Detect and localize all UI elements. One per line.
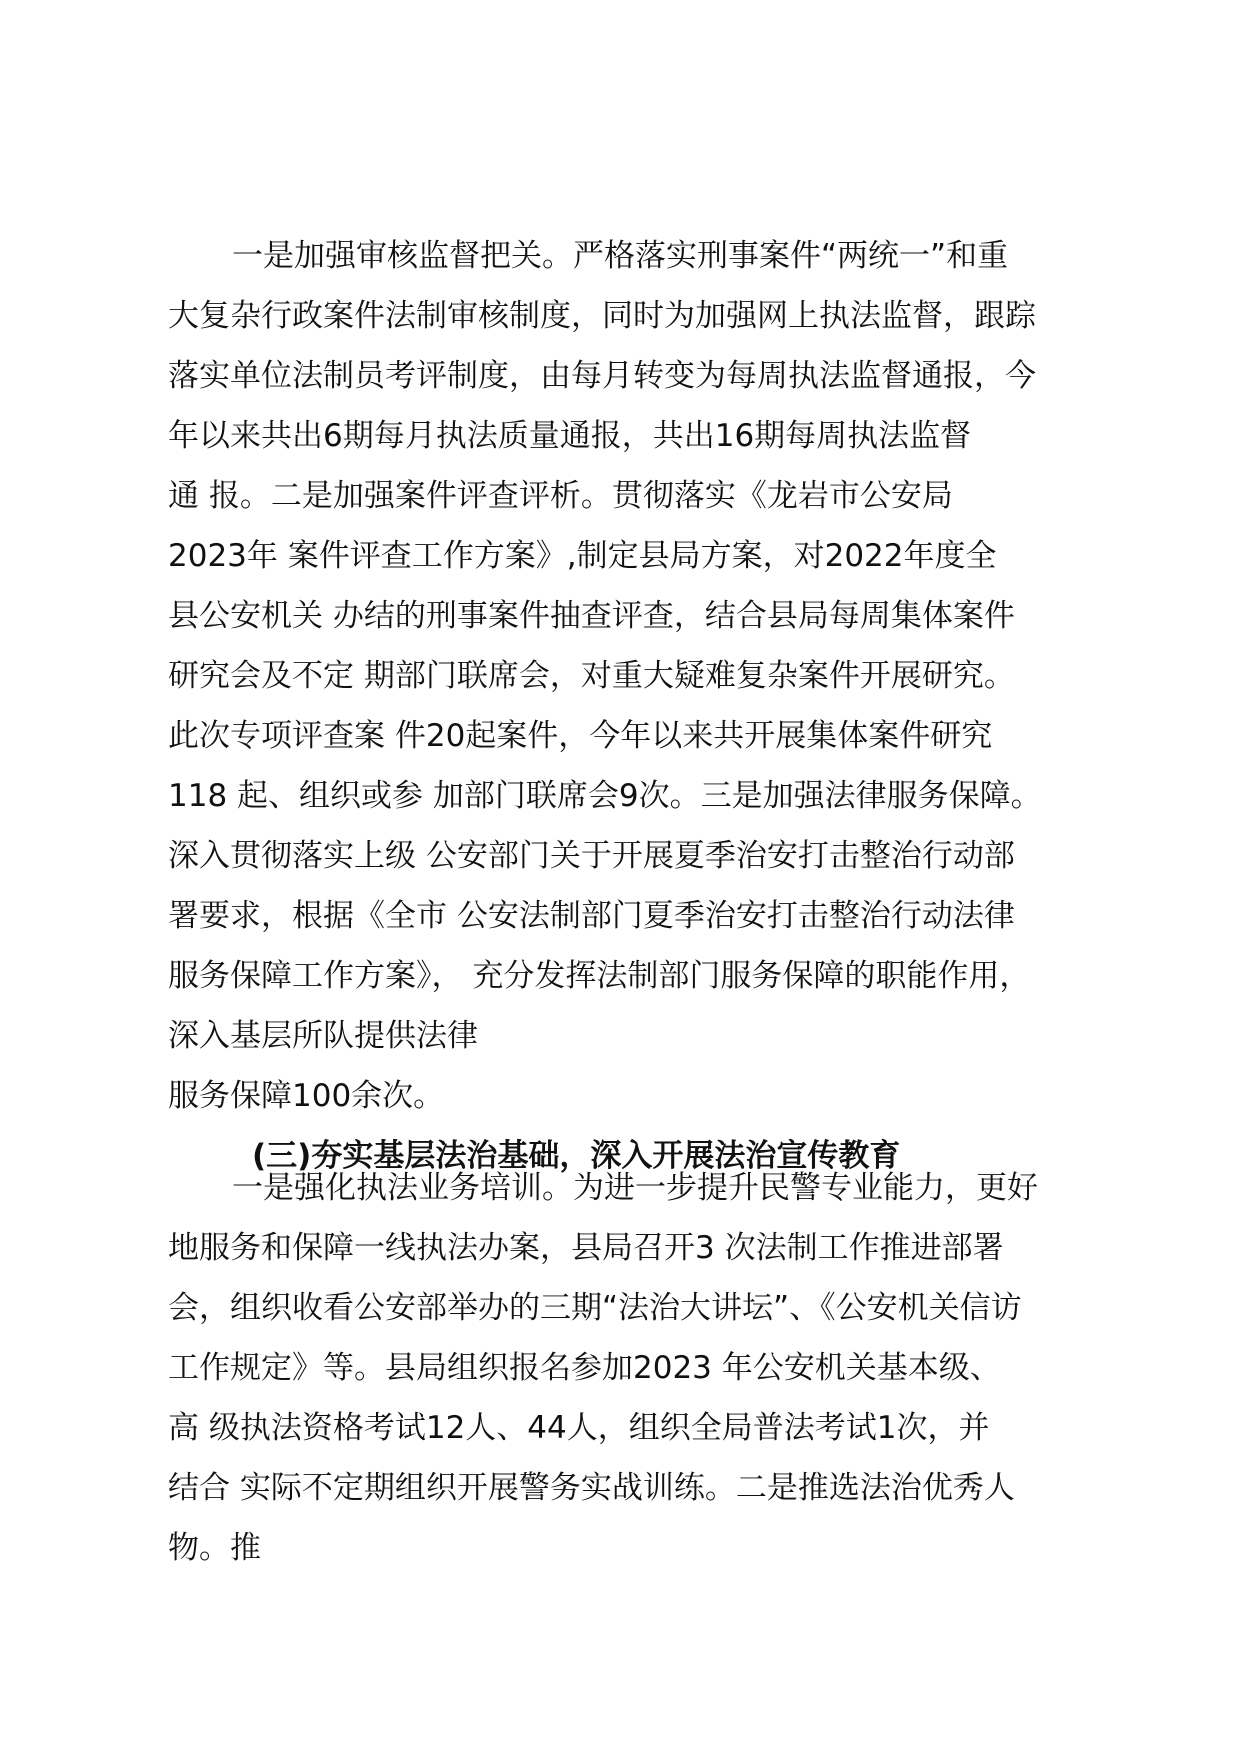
paragraph-2-line-2: 地服务和保障一线执法办案，县局召开3 次法制工作推进部署 bbox=[168, 1230, 1004, 1266]
paragraph-1-line-12: 署要求，根据《全市 公安法制部门夏季治安打击整治行动法律 bbox=[168, 898, 1015, 934]
paragraph-2-line-4: 工作规定》等。县局组织报名参加2023 年公安机关基本级、 bbox=[168, 1350, 1001, 1386]
body-text-block-2 bbox=[168, 1158, 1088, 1578]
paragraph-1-line-1: 一是加强审核监督把关。严格落实刑事案件“两统一”和重 bbox=[232, 238, 1009, 274]
paragraph-1-line-13: 服务保障工作方案》， 充分发挥法制部门服务保障的职能作用， bbox=[168, 958, 1031, 994]
paragraph-1-line-6: 2023年 案件评查工作方案》,制定县局方案，对2022年度全 bbox=[168, 538, 997, 574]
paragraph-1-line-14: 深入基层所队提供法律 bbox=[168, 1018, 478, 1054]
section-heading: (三)夯实基层法治基础，深入开展法治宣传教育 bbox=[252, 1138, 901, 1174]
paragraph-2-line-3: 会，组织收看公安部举办的三期“法治大讲坛”、《公安机关信访 bbox=[168, 1290, 1022, 1326]
paragraph-1-line-3: 落实单位法制员考评制度，由每月转变为每周执法监督通报，今 bbox=[168, 358, 1036, 394]
body-text-block bbox=[168, 226, 1088, 1186]
paragraph-2-line-7: 物。推 bbox=[168, 1530, 261, 1566]
paragraph-1-line-7: 县公安机关 办结的刑事案件抽查评查，结合县局每周集体案件 bbox=[168, 598, 1015, 634]
paragraph-1-line-8: 研究会及不定 期部门联席会，对重大疑难复杂案件开展研究。 bbox=[168, 658, 1015, 694]
paragraph-1-line-2: 大复杂行政案件法制审核制度，同时为加强网上执法监督，跟踪 bbox=[168, 298, 1036, 334]
paragraph-1-line-9: 此次专项评查案 件20起案件，今年以来共开展集体案件研究 bbox=[168, 718, 993, 754]
paragraph-2-line-1: 一是强化执法业务培训。为进一步提升民警专业能力，更好 bbox=[232, 1170, 1038, 1206]
paragraph-1-line-11: 深入贯彻落实上级 公安部门关于开展夏季治安打击整治行动部 bbox=[168, 838, 1015, 874]
paragraph-1-line-15: 服务保障100余次。 bbox=[168, 1078, 445, 1114]
paragraph-1-line-5: 通 报。二是加强案件评查评析。贯彻落实《龙岩市公安局 bbox=[168, 478, 953, 514]
paragraph-2-line-5: 高 级执法资格考试12人、44人，组织全局普法考试1次，并 bbox=[168, 1410, 990, 1446]
paragraph-1-line-4: 年以来共出6期每月执法质量通报，共出16期每周执法监督 bbox=[168, 418, 972, 454]
paragraph-2-line-6: 结合 实际不定期组织开展警务实战训练。二是推选法治优秀人 bbox=[168, 1470, 1015, 1506]
paragraph-1-line-10: 118 起、组织或参 加部门联席会9次。三是加强法律服务保障。 bbox=[168, 778, 1042, 814]
